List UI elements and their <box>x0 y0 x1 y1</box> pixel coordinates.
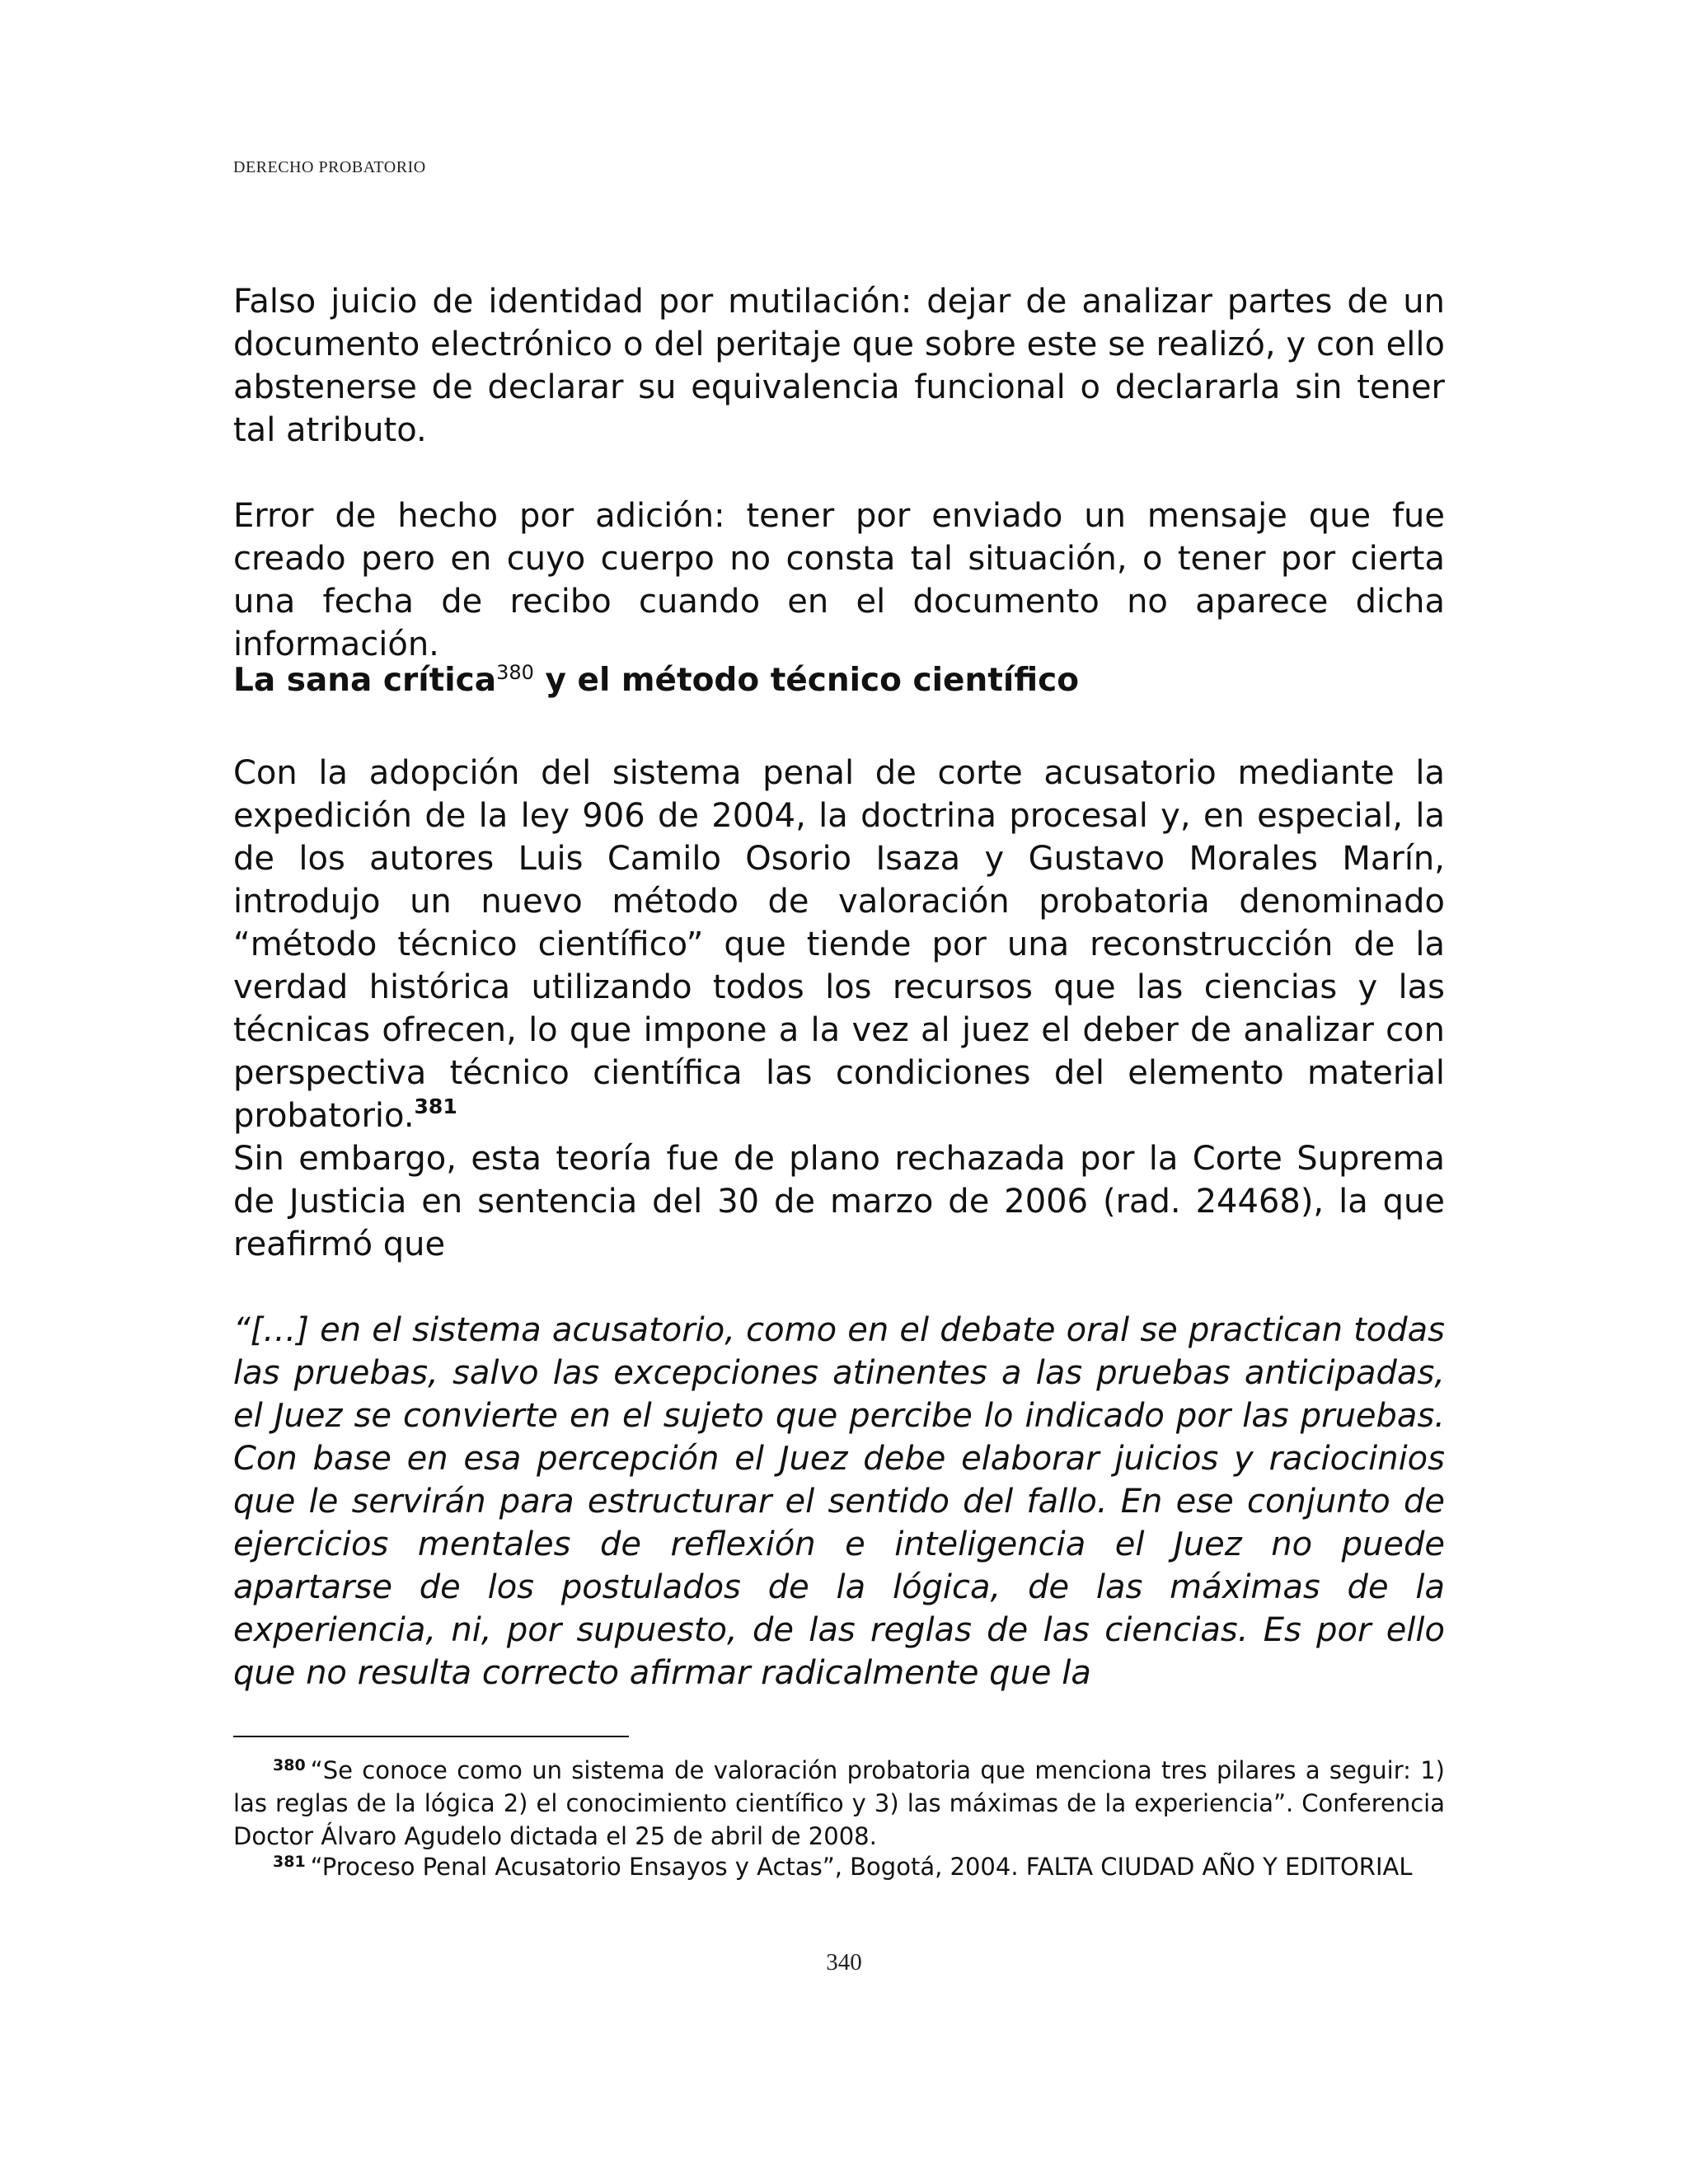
heading-text-start: La sana crítica <box>233 662 497 699</box>
paragraph-falso-juicio: Falso juicio de identidad por mutilación: dejar de analizar partes de un documento electrónico o del peritaje que sobre este se realizó, y con ello abstenerse de declarar su equivalencia funcional o declararla sin tener tal atributo. <box>233 283 1445 449</box>
footnote-text-381: “Proceso Penal Acusatorio Ensayos y Actas”, Bogotá, 2004. FALTA CIUDAD AÑO Y EDITORIAL <box>310 1853 1413 1881</box>
footnote-separator <box>233 1736 629 1737</box>
footnote-number-381: 381 <box>273 1853 306 1871</box>
section-heading <box>233 659 1079 702</box>
footnote-380 <box>233 1754 1445 1853</box>
heading-text-end: y el método técnico científico <box>533 662 1080 699</box>
footnote-text-380: “Se conoce como un sistema de valoración probatoria que menciona tres pilares a seguir: 1) las reglas de la lógica 2) el conocimiento científico y 3) las máximas de la experiencia”. Conferencia Doctor Álvaro Agudelo dictada el 25 de abril de 2008. <box>233 1756 1445 1850</box>
paragraph-sin-embargo: Sin embargo, esta teoría fue de plano rechazada por la Corte Suprema de Justicia en sentencia del 30 de marzo de 2006 (rad. 24468), la que reafirmó que <box>233 1140 1445 1263</box>
paragraph-sistema-acusatorio <box>233 752 1445 1137</box>
footnote-ref-380[interactable]: 380 <box>496 661 534 684</box>
running-header: DERECHO PROBATORIO <box>233 158 426 176</box>
block-quote: “[…] en el sistema acusatorio, como en el debate oral se practican todas las pruebas, salvo las excepciones atinentes a las pruebas anticipadas, el Juez se convierte en el sujeto que percibe lo indicado por las pruebas. Con base en esa percepción el Juez debe elaborar juicios y raciocinios que le servirán para estructurar el sentido del fallo. En ese conjunto de ejercicios mentales de reflexión e inteligencia el Juez no puede apartarse de los postulados de la lógica, de las máximas de la experiencia, ni, por supuesto, de las reglas de las ciencias. Es por ello que no resulta correcto afirmar radicalmente que la <box>233 1311 1445 1692</box>
footnote-381 <box>233 1850 1445 1883</box>
footnote-ref-381[interactable]: 381 <box>414 1094 457 1118</box>
footnote-number-380: 380 <box>273 1756 306 1774</box>
page-number: 340 <box>826 1949 862 1975</box>
paragraph-sistema-acusatorio-text: Con la adopción del sistema penal de corte acusatorio mediante la expedición de la ley 906 de 2004, la doctrina procesal y, en especial, la de los autores Luis Camilo Osorio Isaza y Gustavo Morales Marín, introdujo un nuevo método de valoración probatoria denominado “método técnico científico” que tiende por una reconstrucción de la verdad histórica utilizando todos los recursos que las ciencias y las técnicas ofrecen, lo que impone a la vez al juez el deber de analizar con perspectiva técnico científica las condiciones del elemento material probatorio. <box>233 754 1445 1135</box>
paragraph-error-de-hecho: Error de hecho por adición: tener por enviado un mensaje que fue creado pero en cuyo cuerpo no consta tal situación, o tener por cierta una fecha de recibo cuando en el documento no aparece dicha información. <box>233 497 1445 663</box>
